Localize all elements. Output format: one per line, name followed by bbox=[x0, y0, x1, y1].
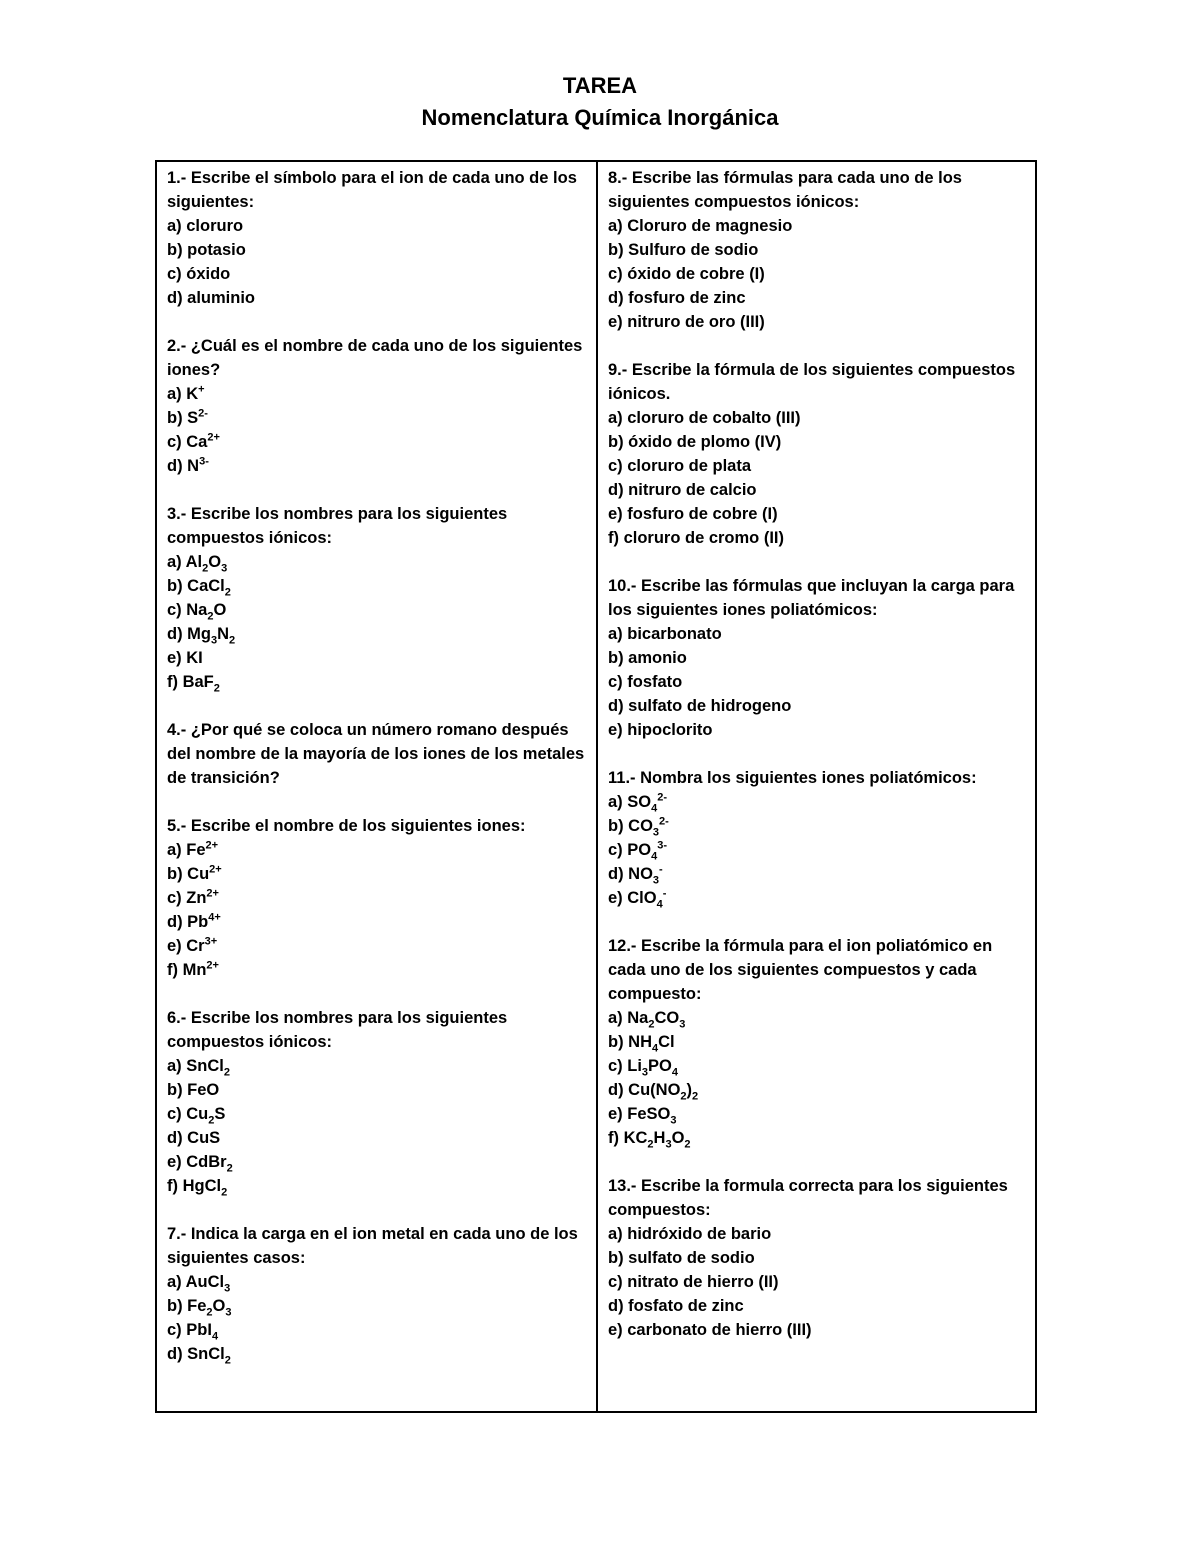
question-item bbox=[167, 550, 586, 574]
question-item bbox=[608, 238, 1025, 262]
superscript: 3+ bbox=[204, 935, 218, 948]
item-text: c) PO bbox=[608, 841, 652, 859]
question-block bbox=[167, 814, 586, 982]
subscript: 3 bbox=[210, 634, 218, 647]
item-text: c) PbI bbox=[167, 1321, 212, 1339]
item-text: c) Na bbox=[167, 601, 208, 619]
superscript: 2+ bbox=[206, 887, 219, 900]
question-item bbox=[608, 622, 1025, 646]
item-text: e) KI bbox=[167, 649, 203, 667]
subscript: 2 bbox=[692, 1090, 699, 1103]
subscript: 2 bbox=[206, 1306, 213, 1319]
item-text: f) HgCl bbox=[167, 1177, 222, 1195]
item-text: b) S bbox=[167, 409, 199, 427]
item-text: a) cloruro bbox=[167, 217, 244, 235]
subscript: 2 bbox=[224, 1354, 231, 1367]
item-text: a) AuCl bbox=[167, 1273, 225, 1291]
superscript: 2+ bbox=[206, 959, 219, 972]
item-text: b) Sulfuro de sodio bbox=[608, 241, 759, 259]
item-text: b) amonio bbox=[608, 649, 687, 667]
question-item bbox=[608, 670, 1025, 694]
item-text: b) NH bbox=[608, 1033, 652, 1051]
item-text: f) cloruro de cromo (II) bbox=[608, 529, 785, 547]
item-text: c) Zn bbox=[167, 889, 207, 907]
question-item bbox=[608, 526, 1025, 550]
item-text: c) cloruro de plata bbox=[608, 457, 752, 475]
question-item bbox=[167, 262, 586, 286]
item-text: a) cloruro de cobalto (III) bbox=[608, 409, 801, 427]
subscript: 2 bbox=[208, 1114, 215, 1127]
subscript: 4 bbox=[656, 898, 663, 911]
item-text: d) sulfato de hidrogeno bbox=[608, 697, 792, 715]
question-item bbox=[608, 694, 1025, 718]
item-text: c) óxido bbox=[167, 265, 231, 283]
item-text: O bbox=[671, 1129, 685, 1147]
item-text: c) fosfato bbox=[608, 673, 683, 691]
item-text: b) sulfato de sodio bbox=[608, 1249, 755, 1267]
subscript: 3 bbox=[225, 1306, 232, 1319]
question-title: 7.- Indica la carga en el ion metal en cada uno de los siguientes casos: bbox=[167, 1225, 578, 1267]
item-text: d) N bbox=[167, 457, 200, 475]
item-text: d) CuS bbox=[167, 1129, 221, 1147]
item-text: d) nitruro de calcio bbox=[608, 481, 757, 499]
subscript: 4 bbox=[652, 1042, 659, 1055]
subscript: 2 bbox=[221, 1186, 228, 1199]
item-text: b) CaCl bbox=[167, 577, 225, 595]
superscript: 2- bbox=[657, 791, 668, 804]
question-item bbox=[167, 1102, 586, 1126]
question-item bbox=[608, 1054, 1025, 1078]
subscript: 3 bbox=[652, 826, 660, 839]
superscript: 3- bbox=[199, 455, 209, 468]
question-title: 11.- Nombra los siguientes iones poliatómicos: bbox=[608, 769, 977, 787]
question-item bbox=[608, 718, 1025, 742]
question-item bbox=[608, 478, 1025, 502]
question-item bbox=[167, 454, 586, 478]
subscript: 3 bbox=[641, 1066, 649, 1079]
page-title: TAREA bbox=[562, 73, 638, 98]
question-item bbox=[608, 286, 1025, 310]
item-text: O bbox=[208, 553, 222, 571]
question-title: 3.- Escribe los nombres para los siguientes compuestos iónicos: bbox=[167, 505, 508, 547]
subscript: 2 bbox=[207, 610, 214, 623]
question-item bbox=[608, 430, 1025, 454]
question-item bbox=[167, 1318, 586, 1342]
question-title: 8.- Escribe las fórmulas para cada uno de los siguientes compuestos iónicos: bbox=[608, 169, 962, 211]
superscript: 2- bbox=[659, 815, 669, 828]
item-text: N bbox=[217, 625, 230, 643]
item-text: b) FeO bbox=[167, 1081, 220, 1099]
item-text: c) Cu bbox=[167, 1105, 209, 1123]
item-text: e) ClO bbox=[608, 889, 657, 907]
item-text: a) Al bbox=[167, 553, 203, 571]
question-title: 4.- ¿Por qué se coloca un número romano después del nombre de la mayoría de los iones de los metales de transición? bbox=[167, 721, 585, 787]
question-item bbox=[608, 214, 1025, 238]
item-text: d) Cu(NO bbox=[608, 1081, 681, 1099]
question-item bbox=[608, 1078, 1025, 1102]
question-item bbox=[608, 1102, 1025, 1126]
question-item bbox=[608, 310, 1025, 334]
question-item bbox=[608, 1006, 1025, 1030]
item-text: d) fosfuro de zinc bbox=[608, 289, 746, 307]
question-item bbox=[608, 406, 1025, 430]
question-item bbox=[608, 790, 1025, 814]
item-text: c) nitrato de hierro (II) bbox=[608, 1273, 779, 1291]
item-text: d) Pb bbox=[167, 913, 209, 931]
item-text: e) Cr bbox=[167, 937, 205, 955]
question-item bbox=[608, 814, 1025, 838]
question-item bbox=[167, 286, 586, 310]
left-column bbox=[157, 162, 598, 1411]
superscript: 2+ bbox=[207, 431, 220, 444]
item-text: ) bbox=[686, 1081, 693, 1099]
superscript: - bbox=[662, 887, 667, 900]
subscript: 3 bbox=[679, 1018, 686, 1031]
question-title: 5.- Escribe el nombre de los siguientes iones: bbox=[167, 817, 526, 835]
subscript: 2 bbox=[226, 1162, 233, 1175]
question-block bbox=[608, 358, 1025, 550]
question-item bbox=[167, 238, 586, 262]
subscript: 2 bbox=[684, 1138, 691, 1151]
question-block bbox=[167, 1006, 586, 1198]
item-text: e) fosfuro de cobre (I) bbox=[608, 505, 778, 523]
item-text: c) Li bbox=[608, 1057, 642, 1075]
question-item bbox=[167, 214, 586, 238]
question-item bbox=[608, 646, 1025, 670]
item-text: b) Cu bbox=[167, 865, 210, 883]
superscript: 2- bbox=[198, 407, 208, 420]
question-item bbox=[608, 1030, 1025, 1054]
item-text: e) FeSO bbox=[608, 1105, 671, 1123]
item-text: e) hipoclorito bbox=[608, 721, 713, 739]
item-text: a) Na bbox=[608, 1009, 649, 1027]
page-subtitle: Nomenclatura Química Inorgánica bbox=[421, 105, 779, 130]
item-text: a) Fe bbox=[167, 841, 206, 859]
question-item bbox=[608, 262, 1025, 286]
right-column bbox=[598, 162, 1035, 1411]
question-block bbox=[167, 166, 586, 310]
superscript: 3- bbox=[657, 839, 668, 852]
item-text: f) KC bbox=[608, 1129, 648, 1147]
superscript: - bbox=[659, 863, 663, 876]
question-item bbox=[608, 886, 1025, 910]
question-item bbox=[167, 958, 586, 982]
subscript: 3 bbox=[665, 1138, 672, 1151]
question-item bbox=[608, 502, 1025, 526]
question-item bbox=[167, 574, 586, 598]
item-text: a) SO bbox=[608, 793, 652, 811]
question-item bbox=[608, 1222, 1025, 1246]
subscript: 4 bbox=[211, 1330, 219, 1343]
item-text: f) Mn bbox=[167, 961, 207, 979]
subscript: 3 bbox=[652, 874, 660, 887]
question-item bbox=[167, 1126, 586, 1150]
subscript: 3 bbox=[670, 1114, 677, 1127]
question-title: 10.- Escribe las fórmulas que incluyan la carga para los siguientes iones poliatómicos: bbox=[608, 577, 1015, 619]
question-block bbox=[167, 502, 586, 694]
item-text: PO bbox=[648, 1057, 672, 1075]
question-title: 9.- Escribe la fórmula de los siguientes compuestos iónicos. bbox=[608, 361, 1016, 403]
subscript: 2 bbox=[647, 1138, 654, 1151]
subscript: 2 bbox=[648, 1018, 655, 1031]
question-item bbox=[167, 670, 586, 694]
question-item bbox=[167, 646, 586, 670]
item-text: b) CO bbox=[608, 817, 653, 835]
question-block bbox=[608, 934, 1025, 1150]
item-text: O bbox=[213, 601, 227, 619]
item-text: a) bicarbonato bbox=[608, 625, 722, 643]
question-item bbox=[167, 910, 586, 934]
question-block bbox=[608, 766, 1025, 910]
subscript: 4 bbox=[671, 1066, 679, 1079]
subscript: 2 bbox=[223, 1066, 230, 1079]
question-block bbox=[167, 1222, 586, 1366]
item-text: c) óxido de cobre (I) bbox=[608, 265, 765, 283]
item-text: c) Ca bbox=[167, 433, 208, 451]
item-text: O bbox=[212, 1297, 226, 1315]
question-item bbox=[608, 1246, 1025, 1270]
question-item bbox=[167, 1078, 586, 1102]
subscript: 3 bbox=[224, 1282, 231, 1295]
question-item bbox=[608, 862, 1025, 886]
item-text: a) K bbox=[167, 385, 199, 403]
question-item bbox=[608, 838, 1025, 862]
subscript: 2 bbox=[229, 634, 236, 647]
subscript: 2 bbox=[202, 562, 209, 575]
question-block bbox=[167, 334, 586, 478]
question-item bbox=[167, 1174, 586, 1198]
question-item bbox=[608, 454, 1025, 478]
superscript: + bbox=[198, 383, 205, 396]
subscript: 4 bbox=[651, 802, 658, 815]
question-item bbox=[167, 622, 586, 646]
superscript: 2+ bbox=[205, 839, 219, 852]
question-item bbox=[167, 886, 586, 910]
question-title: 13.- Escribe la formula correcta para los siguientes compuestos: bbox=[608, 1177, 1008, 1219]
subscript: 4 bbox=[651, 850, 658, 863]
item-text: d) fosfato de zinc bbox=[608, 1297, 744, 1315]
question-item bbox=[167, 598, 586, 622]
question-item bbox=[167, 934, 586, 958]
item-text: a) hidróxido de bario bbox=[608, 1225, 772, 1243]
exercise-table bbox=[155, 160, 1037, 1413]
document-header bbox=[0, 70, 1200, 134]
question-block bbox=[608, 574, 1025, 742]
item-text: d) NO bbox=[608, 865, 653, 883]
question-item bbox=[167, 862, 586, 886]
question-item bbox=[167, 1150, 586, 1174]
subscript: 2 bbox=[213, 682, 220, 695]
question-title: 1.- Escribe el símbolo para el ion de cada uno de los siguientes: bbox=[167, 169, 577, 211]
question-title: 6.- Escribe los nombres para los siguientes compuestos iónicos: bbox=[167, 1009, 508, 1051]
item-text: e) nitruro de oro (III) bbox=[608, 313, 765, 331]
question-item bbox=[608, 1318, 1025, 1342]
item-text: b) potasio bbox=[167, 241, 246, 259]
item-text: d) Mg bbox=[167, 625, 211, 643]
subscript: 2 bbox=[224, 586, 231, 599]
question-block bbox=[608, 166, 1025, 334]
question-item bbox=[167, 430, 586, 454]
question-block bbox=[167, 718, 586, 790]
item-text: CO bbox=[654, 1009, 680, 1027]
question-item bbox=[167, 1054, 586, 1078]
question-item bbox=[608, 1126, 1025, 1150]
item-text: e) CdBr bbox=[167, 1153, 227, 1171]
question-title: 12.- Escribe la fórmula para el ion poliatómico en cada uno de los siguientes compuestos y cada compuesto: bbox=[608, 937, 993, 1003]
item-text: b) óxido de plomo (IV) bbox=[608, 433, 782, 451]
item-text: e) carbonato de hierro (III) bbox=[608, 1321, 812, 1339]
item-text: f) BaF bbox=[167, 673, 214, 691]
question-title: 2.- ¿Cuál es el nombre de cada uno de los siguientes iones? bbox=[167, 337, 583, 379]
question-item bbox=[167, 838, 586, 862]
superscript: 2+ bbox=[209, 863, 222, 876]
question-block bbox=[608, 1174, 1025, 1342]
item-text: a) Cloruro de magnesio bbox=[608, 217, 793, 235]
question-item bbox=[167, 1294, 586, 1318]
item-text: H bbox=[653, 1129, 666, 1147]
item-text: d) SnCl bbox=[167, 1345, 225, 1363]
question-item bbox=[167, 382, 586, 406]
question-item bbox=[167, 1342, 586, 1366]
item-text: a) SnCl bbox=[167, 1057, 224, 1075]
subscript: 2 bbox=[680, 1090, 687, 1103]
superscript: 4+ bbox=[208, 911, 221, 924]
item-text: d) aluminio bbox=[167, 289, 255, 307]
question-item bbox=[167, 1270, 586, 1294]
question-item bbox=[167, 406, 586, 430]
item-text: b) Fe bbox=[167, 1297, 207, 1315]
item-text: Cl bbox=[658, 1033, 675, 1051]
question-item bbox=[608, 1294, 1025, 1318]
item-text: S bbox=[214, 1105, 226, 1123]
subscript: 3 bbox=[221, 562, 228, 575]
question-item bbox=[608, 1270, 1025, 1294]
